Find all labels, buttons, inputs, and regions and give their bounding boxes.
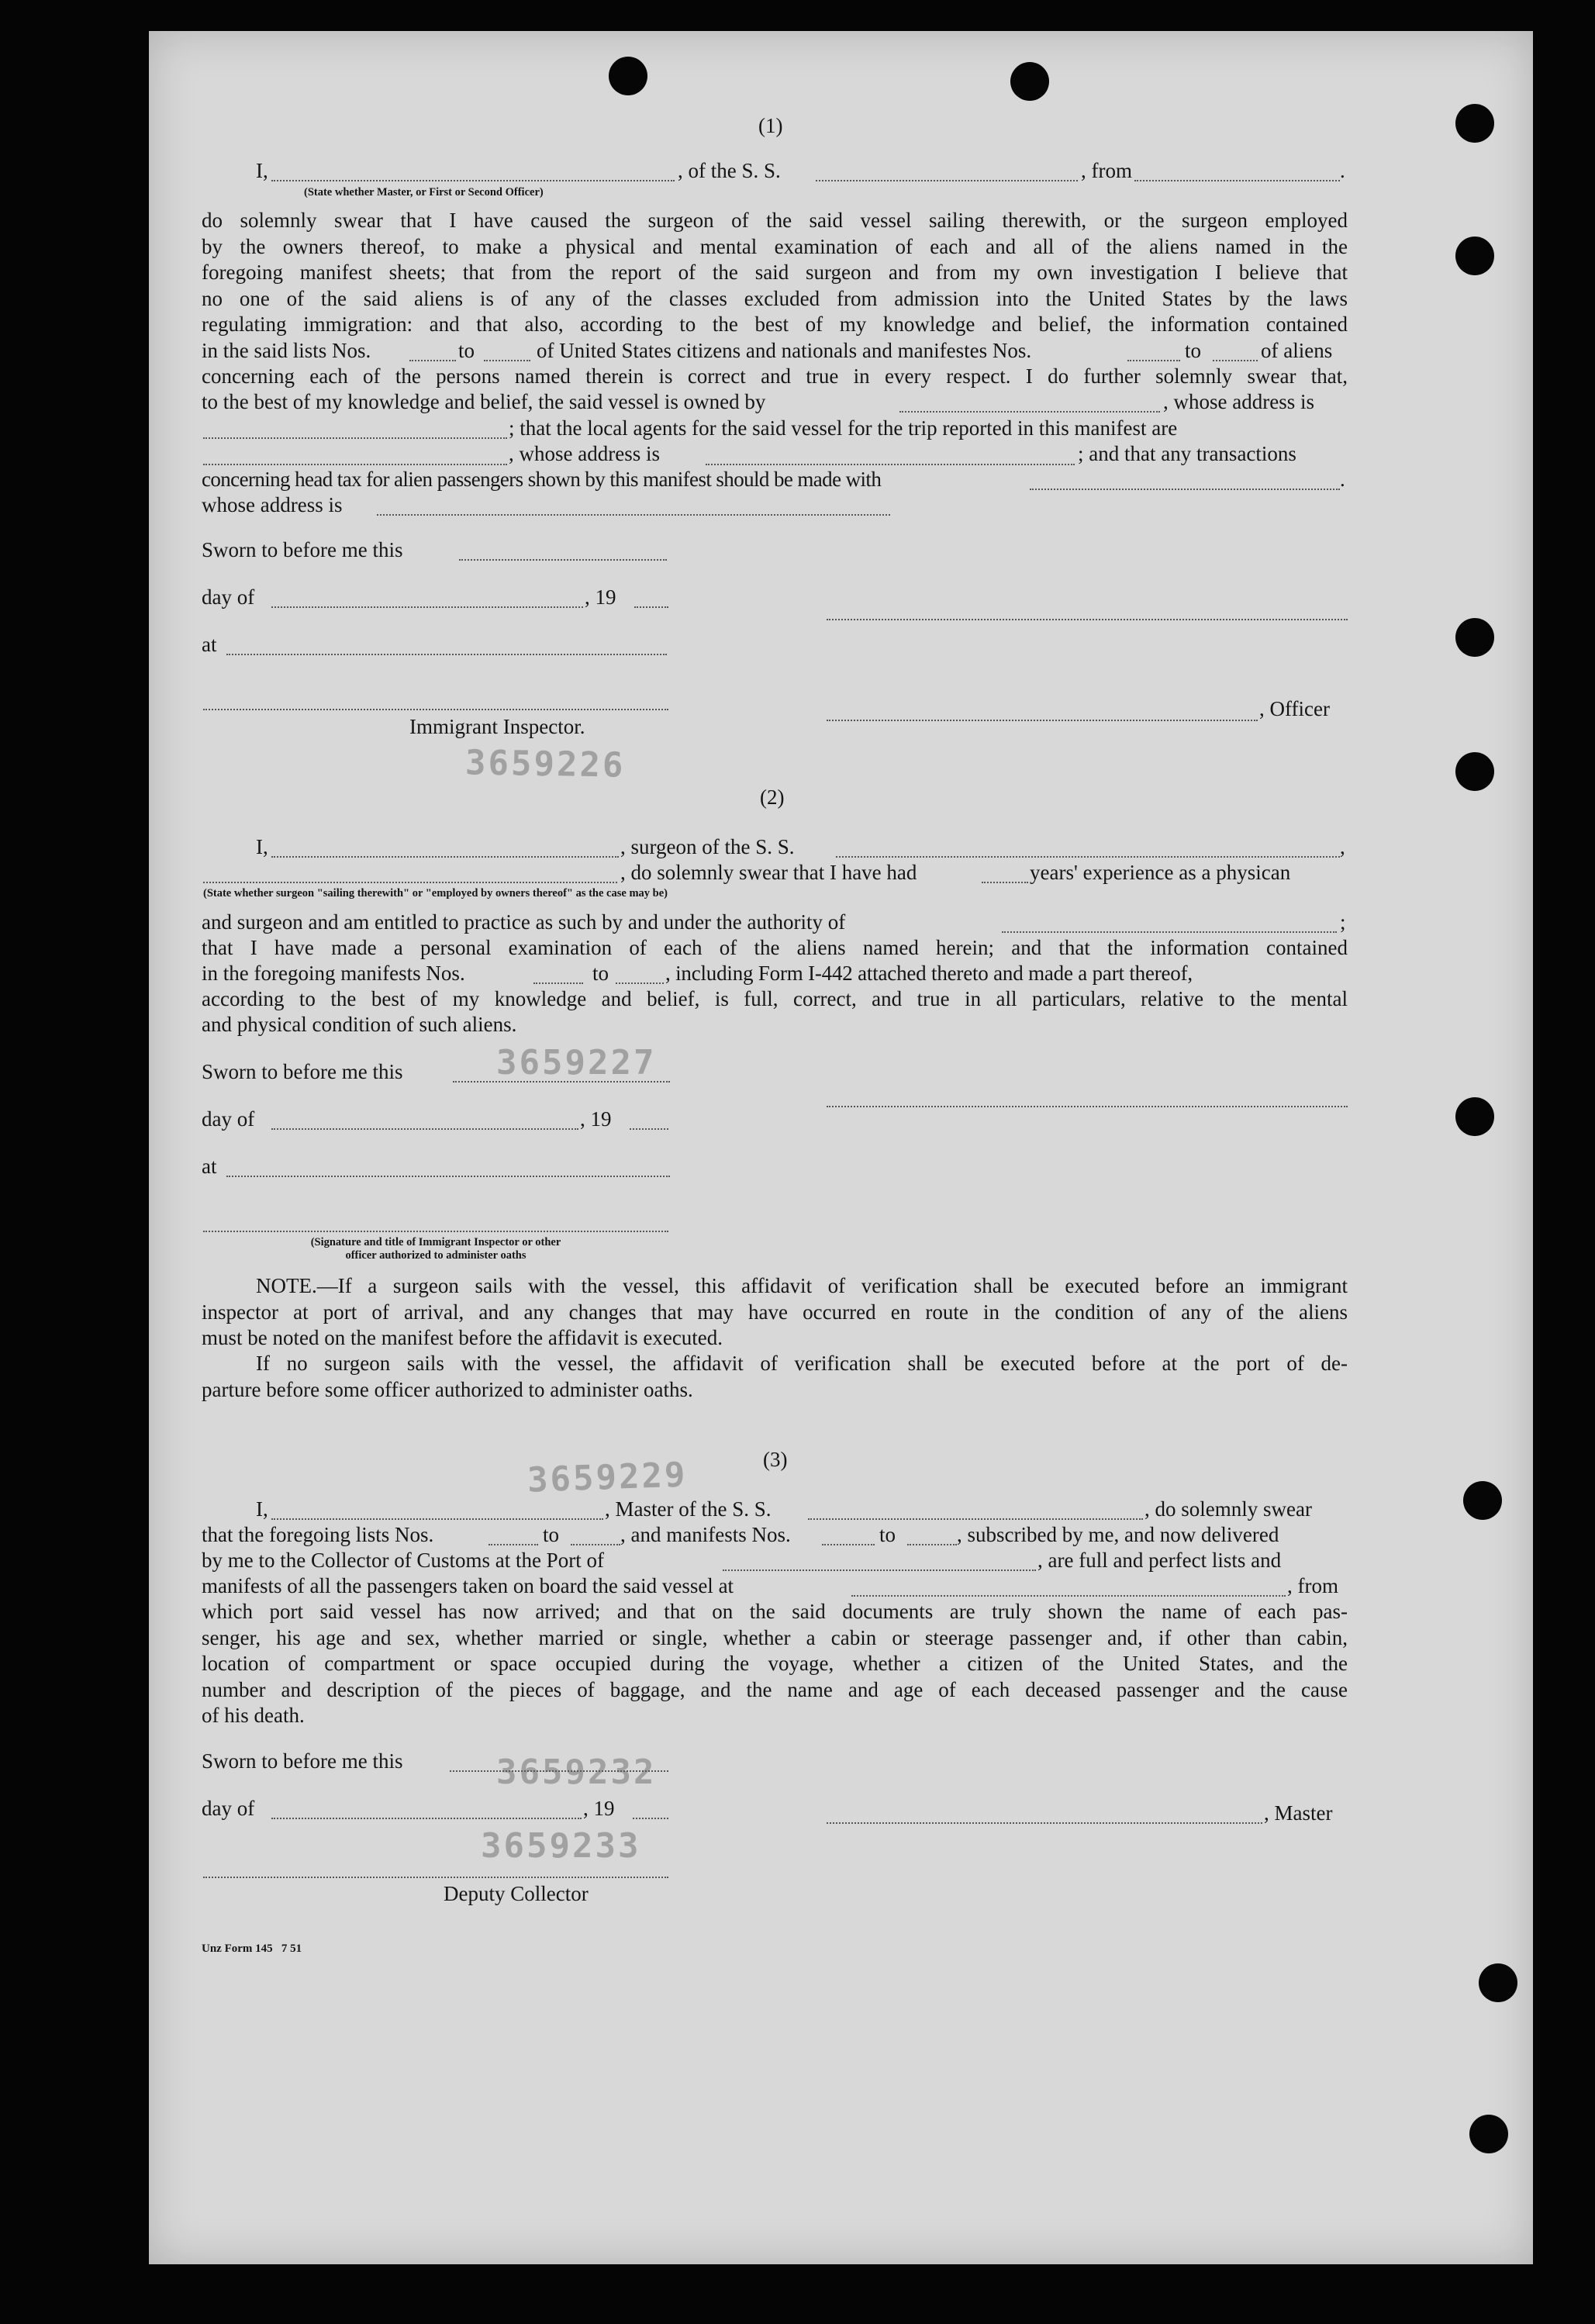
- oath-1-line: regulating immigration: and that also, according to the best of my knowledge and belief, the information contained: [202, 313, 1348, 336]
- year-label-3: , 19: [583, 1797, 615, 1820]
- surgeon-status-note: (State whether surgeon "sailing therewith" or "employed by owners thereof" as the case may be): [203, 887, 668, 900]
- master-vessel-field[interactable]: [808, 1518, 1143, 1520]
- owner-field[interactable]: [899, 411, 1160, 413]
- swear-experience: , do solemnly swear that I have had: [620, 861, 917, 884]
- surgeon-of-ss: , surgeon of the S. S.: [620, 835, 795, 858]
- surgeon-vessel-field[interactable]: [836, 856, 1340, 858]
- agents-field[interactable]: [203, 464, 507, 465]
- at-label-2: at: [202, 1155, 217, 1178]
- master-of-ss: , Master of the S. S.: [605, 1497, 772, 1521]
- oath-1-from: , from: [1081, 159, 1132, 182]
- manifests-to: to: [1185, 339, 1202, 362]
- head-tax-field[interactable]: [1030, 489, 1340, 490]
- manifests-aliens: of aliens: [1261, 339, 1333, 362]
- master-lists-to-field[interactable]: [571, 1544, 620, 1545]
- master-manifests-to: to: [879, 1523, 896, 1546]
- and-manifests-nos: , and manifests Nos.: [620, 1523, 791, 1546]
- head-tax-label: concerning head tax for alien passengers shown by this manifest should be made with: [202, 468, 882, 491]
- oath-1-line: do solemnly swear that I have caused the surgeon of the said vessel sailing therewith, or the surgeon employed: [202, 209, 1348, 232]
- punch-hole: [1455, 104, 1494, 143]
- oath-1-body: [202, 208, 1348, 338]
- form-i442-label: , including Form I-442 attached thereto and made a part thereof,: [665, 962, 1193, 985]
- officer-title-note: (State whether Master, or First or Second Officer): [304, 186, 544, 199]
- taken-on-board-label: manifests of all the passengers taken on board the said vessel at: [202, 1574, 734, 1597]
- surgeon-signature-field[interactable]: [827, 1106, 1348, 1107]
- whose-address-label: whose address is: [202, 493, 343, 516]
- officer-name-field[interactable]: [271, 180, 675, 181]
- oath-2-end: ,: [1340, 835, 1345, 858]
- day-of-field-2[interactable]: [271, 1128, 578, 1130]
- note-paragraph-2: If no surgeon sails with the vessel, the affidavit of verification shall be executed before at the port of de- parture before some officer authorized to administer oaths.: [202, 1352, 1348, 1401]
- at-field-1[interactable]: [226, 654, 667, 655]
- lists-from-field[interactable]: [409, 360, 456, 361]
- sworn-date-field-2[interactable]: [453, 1081, 670, 1083]
- departure-port-field[interactable]: [851, 1595, 1286, 1597]
- stamp-mark: 3659227: [496, 1043, 657, 1083]
- surgeon-manifests-to-field[interactable]: [616, 982, 664, 984]
- master-label: , Master: [1264, 1801, 1333, 1825]
- lists-to-field[interactable]: [484, 360, 530, 361]
- oath-1-of-ss: , of the S. S.: [678, 159, 781, 182]
- master-lists-from-field[interactable]: [489, 1544, 538, 1545]
- surgeon-manifests-to: to: [592, 962, 609, 985]
- sworn-label-3: Sworn to before me this: [202, 1749, 403, 1773]
- master-manifests-to-field[interactable]: [907, 1544, 957, 1545]
- collector-signature-field[interactable]: [203, 1877, 668, 1878]
- punch-hole: [1455, 1097, 1494, 1136]
- from-label: , from: [1287, 1574, 1338, 1597]
- whose-address-field[interactable]: [377, 514, 890, 516]
- oath-2-i: I,: [256, 835, 268, 858]
- agents-address-label: , whose address is: [509, 442, 660, 465]
- manifests-to-field[interactable]: [1213, 360, 1258, 361]
- punch-hole: [1455, 237, 1494, 275]
- oath-1-end: .: [1340, 159, 1345, 182]
- administering-officer-signature-field[interactable]: [203, 1231, 668, 1232]
- punch-hole: [1455, 618, 1494, 657]
- form-identifier: Unz Form 145 7 51: [202, 1942, 302, 1955]
- owner-address-label: , whose address is: [1163, 390, 1314, 413]
- collector-port-label: by me to the Collector of Customs at the Port of: [202, 1549, 604, 1572]
- note-paragraph: NOTE.—If a surgeon sails with the vessel, this affidavit of verification shall be executed before an immigrant inspector at port of arrival, and any changes that may have occurred en route in the condition of any of the aliens must be noted on the manifest before the affidavit is executed.: [202, 1274, 1348, 1349]
- sworn-label-1: Sworn to before me this: [202, 538, 403, 561]
- year-field-1[interactable]: [634, 606, 668, 608]
- day-of-field-3[interactable]: [271, 1818, 582, 1819]
- manifests-from-field[interactable]: [1127, 360, 1180, 361]
- authority-end: ;: [1340, 910, 1346, 934]
- year-label-2: , 19: [580, 1107, 612, 1131]
- oath-2-according: according to the best of my knowledge and belief, is full, correct, and true in all particulars, relative to the mental: [202, 987, 1348, 1010]
- years-experience-field[interactable]: [982, 882, 1028, 883]
- lists-to: to: [458, 339, 475, 362]
- oath-2-personal: that I have made a personal examination of each of the aliens named herein; and that the information contained: [202, 936, 1348, 959]
- surgeon-status-field[interactable]: [203, 882, 617, 883]
- subscribed-label: , subscribed by me, and now delivered: [957, 1523, 1279, 1546]
- master-lists-to: to: [543, 1523, 560, 1546]
- stamp-mark: 3659233: [481, 1826, 641, 1866]
- punch-hole: [1479, 1963, 1517, 2002]
- sworn-date-field-3[interactable]: [450, 1770, 668, 1772]
- authority-label: and surgeon and am entitled to practice as such by and under the authority of: [202, 910, 846, 934]
- agents-address-field[interactable]: [706, 464, 1075, 465]
- manifests-nos-label: in the foregoing manifests Nos.: [202, 962, 465, 985]
- officer-signature-field[interactable]: [827, 720, 1258, 721]
- port-field[interactable]: [723, 1569, 1036, 1571]
- day-of-label-2: day of: [202, 1107, 255, 1131]
- inspector-signature-field[interactable]: [203, 709, 668, 710]
- stamp-mark: 3659229: [526, 1455, 689, 1500]
- surgeon-name-field[interactable]: [271, 856, 619, 858]
- punch-hole: [1463, 1481, 1502, 1520]
- full-perfect-label: , are full and perfect lists and: [1037, 1549, 1282, 1572]
- lists-citizens: of United States citizens and nationals and manifestes Nos.: [537, 339, 1032, 362]
- year-field-2[interactable]: [630, 1128, 668, 1130]
- vessel-name-field[interactable]: [816, 180, 1078, 181]
- oath-1-concerning: concerning each of the persons named therein is correct and true in every respect. I do further solemnly swear that,: [202, 364, 1348, 388]
- deputy-collector-label: Deputy Collector: [444, 1882, 589, 1905]
- punch-hole: [1469, 2115, 1508, 2153]
- punch-hole: [1010, 62, 1049, 101]
- stamp-mark: 3659232: [496, 1752, 657, 1792]
- officer-signature-field-top[interactable]: [827, 619, 1348, 620]
- master-name-field[interactable]: [271, 1518, 603, 1520]
- oath-3-body: which port said vessel has now arrived; and that on the said documents are truly shown the name of each pas- senger, his age and sex, whether married or single, whether a cabin or steerage passenger and, if other than cabin, location of compartment or space occupied during the voyage, whether a citizen of the United States, and the number and description of the pieces of baggage, and the name and age of each deceased passenger and the cause of his death.: [202, 1600, 1348, 1727]
- master-signature-field[interactable]: [827, 1822, 1262, 1824]
- oath-1-line: foregoing manifest sheets; that from the report of the said surgeon and from my own investigation I believe that: [202, 261, 1348, 284]
- owner-address-field[interactable]: [203, 437, 507, 439]
- punch-hole: [609, 57, 647, 95]
- local-agents-label: ; that the local agents for the said vessel for the trip reported in this manifest are: [509, 416, 1178, 440]
- section-1-number: (1): [758, 114, 783, 137]
- at-field-2[interactable]: [226, 1176, 670, 1177]
- solemnly-swear: , do solemnly swear: [1144, 1497, 1312, 1521]
- master-manifests-from-field[interactable]: [822, 1544, 875, 1545]
- oath-1-line: by the owners thereof, to make a physical and mental examination of each and all of the aliens named in the: [202, 234, 1348, 258]
- signature-title-note: (Signature and title of Immigrant Inspector or other officer authorized to administer oaths: [310, 1236, 561, 1262]
- day-of-label-1: day of: [202, 585, 255, 609]
- owned-by-label: to the best of my knowledge and belief, the said vessel is owned by: [202, 390, 766, 413]
- at-label-1: at: [202, 633, 217, 656]
- oath-1-i: I,: [256, 159, 268, 182]
- oath-2-physical: and physical condition of such aliens.: [202, 1013, 517, 1036]
- day-of-label-3: day of: [202, 1797, 255, 1820]
- lists-nos-label: that the foregoing lists Nos.: [202, 1523, 434, 1546]
- officer-label: , Officer: [1259, 697, 1330, 720]
- oath-3-i: I,: [256, 1497, 268, 1521]
- years-experience-label: years' experience as a physican: [1030, 861, 1291, 884]
- authority-field[interactable]: [1002, 931, 1337, 933]
- stamp-mark: 3659226: [464, 743, 626, 786]
- immigrant-inspector-label: Immigrant Inspector.: [409, 715, 585, 738]
- sworn-label-2: Sworn to before me this: [202, 1060, 403, 1083]
- day-of-field-1[interactable]: [271, 606, 583, 608]
- punch-hole: [1455, 752, 1494, 791]
- surgeon-manifests-from-field[interactable]: [533, 982, 583, 984]
- head-tax-end: .: [1340, 468, 1345, 491]
- oath-1-line: no one of the said aliens is of any of the classes excluded from admission into the United States by the laws: [202, 286, 1348, 310]
- year-label-1: , 19: [585, 585, 616, 609]
- lists-label: in the said lists Nos.: [202, 339, 371, 362]
- transactions-label: ; and that any transactions: [1078, 442, 1296, 465]
- section-3-number: (3): [763, 1448, 788, 1471]
- year-field-3[interactable]: [633, 1818, 668, 1819]
- section-2-number: (2): [760, 786, 785, 809]
- sworn-date-field-1[interactable]: [459, 559, 667, 561]
- from-port-field[interactable]: [1134, 180, 1340, 181]
